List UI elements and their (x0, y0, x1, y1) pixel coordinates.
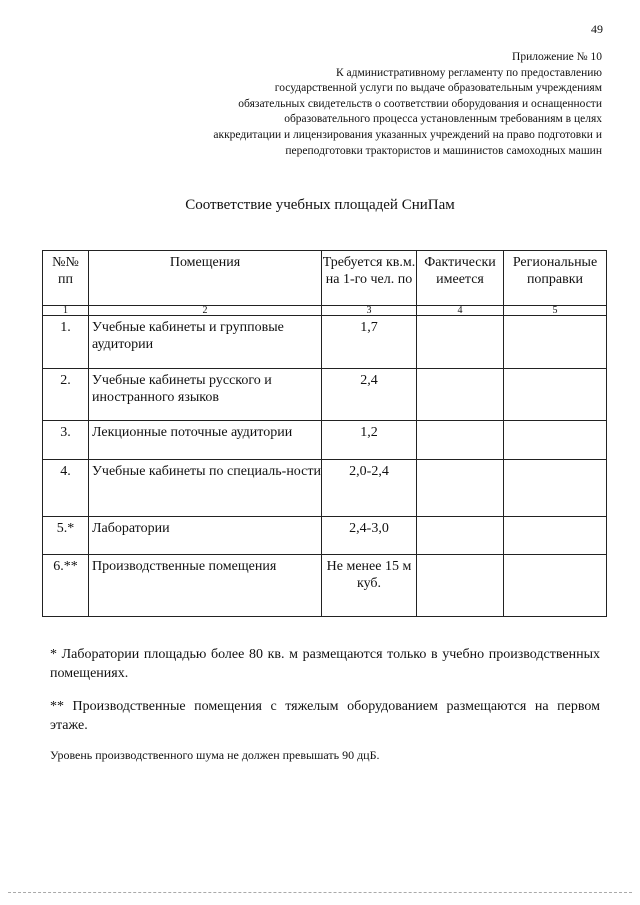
appendix-line: аккредитации и лицензирования указанных учреждений на право подготовки и (213, 128, 602, 141)
row-required: 2,4 (322, 369, 417, 421)
row-actual (417, 460, 504, 517)
area-compliance-table (42, 250, 607, 617)
table-row (43, 517, 607, 555)
row-required: 2,0-2,4 (322, 460, 417, 517)
page-bottom-divider (8, 892, 632, 893)
appendix-line: государственной услуги по выдаче образовательным учреждениям (274, 82, 602, 95)
appendix-line: Приложение № 10 (512, 51, 602, 63)
row-num: 1. (43, 316, 89, 369)
row-regional (504, 369, 607, 421)
header-actual: Фактически имеется (417, 251, 504, 306)
row-regional (504, 316, 607, 369)
row-regional (504, 460, 607, 517)
table-row (43, 421, 607, 460)
appendix-line: К административному регламенту по предоставлению (335, 66, 602, 79)
row-room: Производственные помещения (89, 555, 322, 617)
row-required: 2,4-3,0 (322, 517, 417, 555)
row-room: Учебные кабинеты и групповые аудитории (89, 316, 322, 369)
footnote-laboratories: * Лаборатории площадью более 80 кв. м размещаются только в учебно производственных помещениях. (50, 647, 600, 681)
row-regional (504, 421, 607, 460)
header-required: Требуется кв.м. на 1-го чел. по (322, 251, 417, 306)
row-required: Не менее 15 м куб. (322, 555, 417, 617)
appendix-header (162, 50, 602, 159)
column-number: 1 (43, 306, 89, 316)
row-actual (417, 369, 504, 421)
column-number: 3 (322, 306, 417, 316)
appendix-line: обязательных свидетельств о соответствии оборудования и оснащенности (238, 97, 602, 110)
appendix-line: переподготовки трактористов и машинистов самоходных машин (285, 144, 602, 157)
row-num: 3. (43, 421, 89, 460)
row-required: 1,2 (322, 421, 417, 460)
table-row (43, 369, 607, 421)
row-regional (504, 555, 607, 617)
row-room: Учебные кабинеты по специаль-ности (89, 460, 322, 517)
row-room: Лаборатории (89, 517, 322, 555)
row-actual (417, 517, 504, 555)
row-actual (417, 421, 504, 460)
document-title: Соответствие учебных площадей СниПам (185, 197, 455, 213)
column-number: 5 (504, 306, 607, 316)
noise-level-note: Уровень производственного шума не должен превышать 90 дцБ. (50, 748, 380, 762)
row-required: 1,7 (322, 316, 417, 369)
row-room: Лекционные поточные аудитории (89, 421, 322, 460)
header-regional: Региональные поправки (504, 251, 607, 306)
row-actual (417, 555, 504, 617)
row-num: 4. (43, 460, 89, 517)
column-number: 2 (89, 306, 322, 316)
row-room: Учебные кабинеты русского и иностранного языков (89, 369, 322, 421)
table-row (43, 460, 607, 517)
page-number: 49 (591, 22, 603, 36)
header-num: №№ пп (43, 251, 89, 306)
footnote-production-rooms: ** Производственные помещения с тяжелым оборудованием размещаются на первом этаже. (50, 699, 600, 733)
row-num: 5.* (43, 517, 89, 555)
row-regional (504, 517, 607, 555)
appendix-line: образовательного процесса установленным требованиям в целях (284, 113, 602, 126)
row-actual (417, 316, 504, 369)
row-num: 6.** (43, 555, 89, 617)
table-row (43, 555, 607, 617)
header-room: Помещения (89, 251, 322, 306)
table-row (43, 316, 607, 369)
column-number: 4 (417, 306, 504, 316)
row-num: 2. (43, 369, 89, 421)
